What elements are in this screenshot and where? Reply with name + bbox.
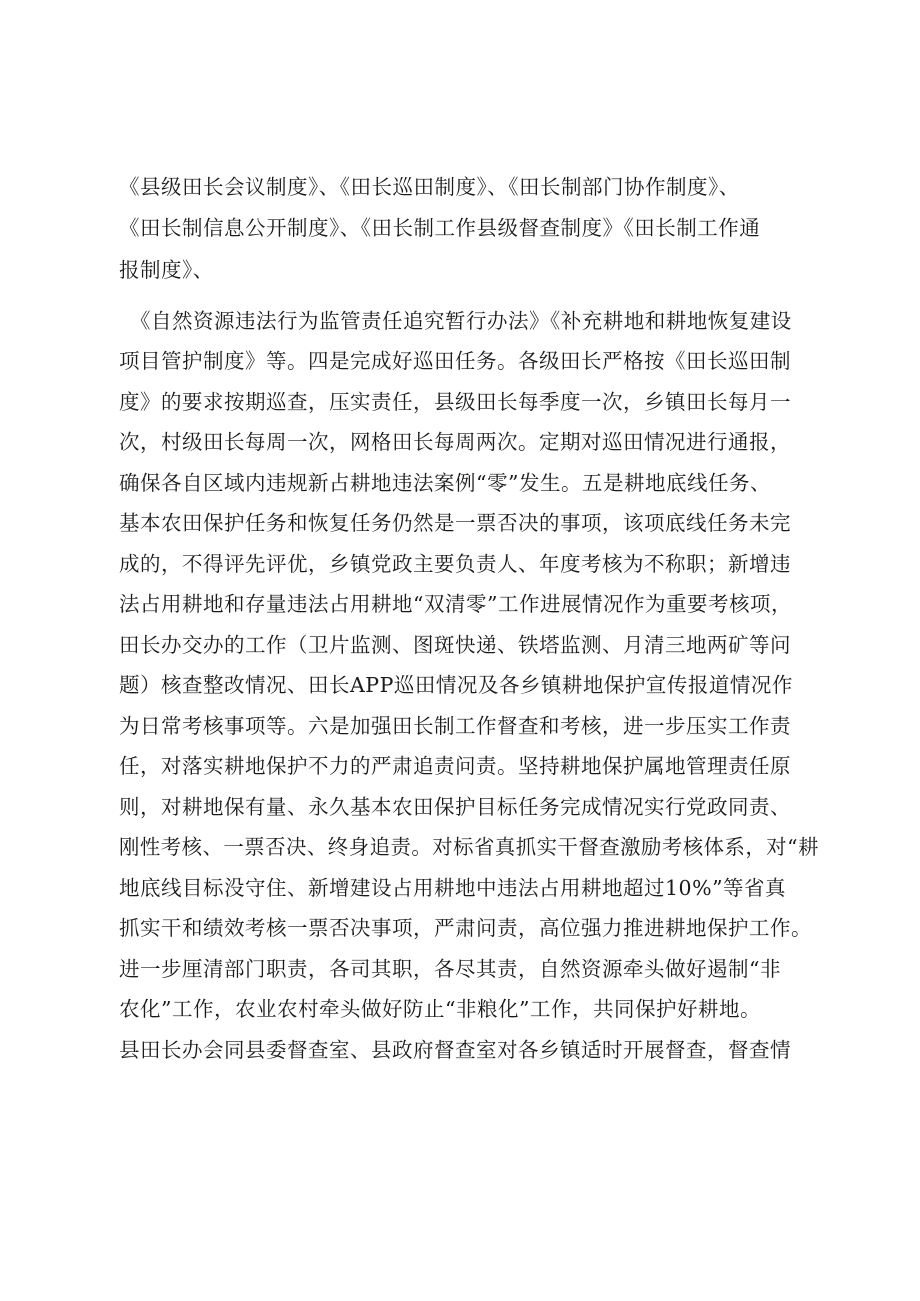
text-line: 《自然资源违法行为监管责任追究暂行办法》《补充耕地和耕地恢复建设 [130,309,792,333]
text-line: 《县级田长会议制度》、《田长巡田制度》、《田长制部门协作制度》、 [119,175,740,199]
text-line: 县田长办会同县委督查室、县政府督查室对各乡镇适时开展督查，督查情 [119,1038,791,1062]
text-line: 进一步厘清部门职责，各司其职，各尽其责，自然资源牵头做好遏制“非 [119,957,781,981]
text-line: 任，对落实耕地保护不力的严肃追责问责。坚持耕地保护属地管理责任原 [119,754,791,778]
text-line: 项目管护制度》等。四是完成好巡田任务。各级田长严格按《田长巡田制 [119,349,791,373]
text-line: 为日常考核事项等。六是加强田长制工作督查和考核，进一步压实工作责 [119,714,791,738]
text-line: 抓实干和绩效考核一票否决事项，严肃问责，高位强力推进耕地保护工作。 [119,916,812,940]
text-line: 农化”工作，农业农村牵头做好防止“非粮化”工作，共同保护好耕地。 [119,997,761,1021]
text-line: 刚性考核、一票否决、终身追责。对标省真抓实干督查激励考核体系，对“耕 [119,835,819,859]
text-line: 题）核查整改情况、田长APP巡田情况及各乡镇耕地保护宣传报道情况作 [119,673,793,697]
text-line: 则，对耕地保有量、永久基本农田保护目标任务完成情况实行党政同责、 [119,795,791,819]
text-line: 《田长制信息公开制度》、《田长制工作县级督查制度》《田长制工作通 [119,216,761,240]
text-line: 报制度》、 [119,258,214,282]
text-line: 成的，不得评先评优，乡镇党政主要负责人、年度考核为不称职；新增违 [119,552,791,576]
text-line: 法占用耕地和存量违法占用耕地“双清零”工作进展情况作为重要考核项， [119,592,792,616]
text-line: 地底线目标没守住、新增建设占用耕地中违法占用耕地超过10%”等省真 [119,876,787,900]
text-line: 田长办交办的工作（卫片监测、图斑快递、铁塔监测、月清三地两矿等问 [119,633,791,657]
text-line: 基本农田保护任务和恢复任务仍然是一票否决的事项，该项底线任务未完 [119,511,791,535]
text-line: 确保各自区域内违规新占耕地违法案例“零”发生。五是耕地底线任务、 [119,471,771,495]
text-line: 度》的要求按期巡查，压实责任，县级田长每季度一次，乡镇田长每月一 [119,390,791,414]
text-line: 次，村级田长每周一次，网格田长每周两次。定期对巡田情况进行通报， [119,430,791,454]
